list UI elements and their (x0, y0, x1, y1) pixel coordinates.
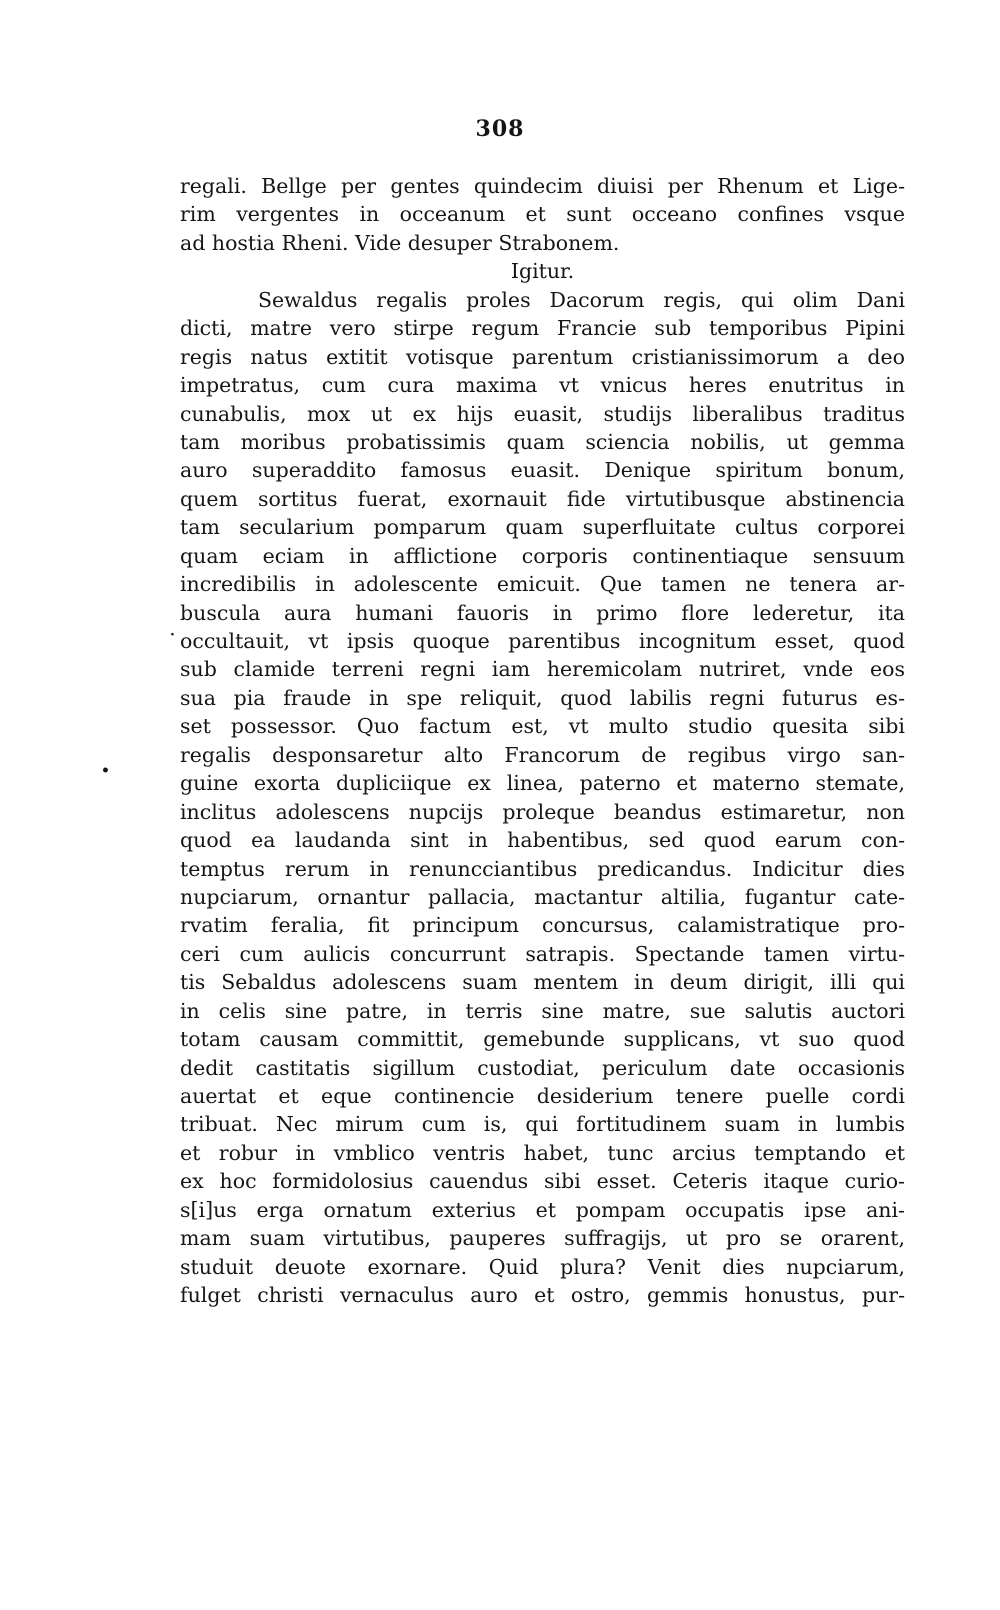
text-line: ex hoc formidolosius cauendus sibi esset. Ceteris itaque curio- (180, 1169, 905, 1194)
margin-dot-mark: • (101, 763, 110, 779)
text-line: incredibilis in adolescente emicuit. Que tamen ne tenera ar- (180, 572, 905, 597)
text-line: sua pia fraude in spe reliquit, quod labilis regni futurus es- (180, 685, 905, 710)
text-line: guine exorta dupliciique ex linea, paterno et materno stemate, (180, 771, 905, 796)
text-line: dedit castitatis sigillum custodiat, periculum date occasionis (180, 1055, 905, 1080)
text-line: regis natus extitit votisque parentum cristianissimorum a deo (180, 344, 905, 369)
text-line: occultauit, vt ipsis quoque parentibus incognitum esset, quod (180, 629, 905, 653)
text-line: in celis sine patre, in terris sine matre, sue salutis auctori (180, 998, 905, 1023)
text-line: totam causam committit, gemebunde supplicans, vt suo quod (180, 1027, 905, 1052)
text-line: nupciarum, ornantur pallacia, mactantur altilia, fugantur cate- (180, 884, 905, 909)
text-line: et robur in vmblico ventris habet, tunc arcius temptando et (180, 1140, 905, 1165)
text-line: rvatim feralia, fit principum concursus, calamistratique pro- (180, 913, 905, 938)
text-line: tam secularium pomparum quam superfluitate cultus corporei (180, 515, 905, 540)
text-line: rim vergentes in occeanum et sunt occeano confines vsque (180, 202, 905, 227)
text-line: sub clamide terreni regni iam heremicolam nutriret, vnde eos (180, 657, 905, 682)
text-line: ad hostia Rheni. Vide desuper Strabonem. (180, 230, 620, 255)
text-line: dicti, matre vero stirpe regum Francie sub temporibus Pipini (180, 316, 905, 341)
margin-dot-mark: · (170, 627, 175, 643)
text-line: quod ea laudanda sint in habentibus, sed quod earum con- (180, 828, 905, 853)
text-line: tam moribus probatissimis quam sciencia nobilis, ut gemma (180, 429, 905, 454)
text-line: Sewaldus regalis proles Dacorum regis, qui olim Dani (258, 287, 905, 312)
body-text (180, 172, 905, 1310)
text-line: regalis desponsaretur alto Francorum de regibus virgo san- (180, 742, 905, 767)
text-line: inclitus adolescens nupcijs proleque beandus estimaretur, non (180, 799, 905, 824)
text-line: ceri cum aulicis concurrunt satrapis. Spectande tamen virtu- (180, 941, 905, 966)
page-number: 308 (475, 116, 525, 142)
text-line: buscula aura humani fauoris in primo flore lederetur, ita (180, 600, 905, 625)
text-line: s[i]us erga ornatum exterius et pompam occupatis ipse ani- (180, 1197, 905, 1222)
text-line: quam eciam in afflictione corporis continentiaque sensuum (180, 543, 905, 568)
text-line: cunabulis, mox ut ex hijs euasit, studijs liberalibus traditus (180, 401, 905, 426)
section-heading: Igitur. (510, 259, 575, 284)
text-line: tis Sebaldus adolescens suam mentem in deum dirigit, illi qui (180, 970, 905, 995)
text-line: temptus rerum in renuncciantibus predicandus. Indicitur dies (180, 856, 905, 881)
text-line: tribuat. Nec mirum cum is, qui fortitudinem suam in lumbis (180, 1112, 905, 1137)
text-line: regali. Bellge per gentes quindecim diuisi per Rhenum et Lige- (180, 174, 905, 198)
text-line: fulget christi vernaculus auro et ostro, gemmis honustus, pur- (180, 1283, 905, 1308)
text-line: impetratus, cum cura maxima vt vnicus heres enutritus in (180, 373, 905, 398)
text-line: set possessor. Quo factum est, vt multo studio quesita sibi (180, 714, 905, 739)
text-line: studuit deuote exornare. Quid plura? Venit dies nupciarum, (180, 1254, 905, 1279)
text-line: quem sortitus fuerat, exornauit fide virtutibusque abstinencia (180, 486, 905, 511)
text-line: auertat et eque continencie desiderium tenere puelle cordi (180, 1084, 905, 1108)
text-line: auro superaddito famosus euasit. Denique spiritum bonum, (180, 458, 905, 483)
text-line: mam suam virtutibus, pauperes suffragijs, ut pro se orarent, (180, 1226, 905, 1251)
